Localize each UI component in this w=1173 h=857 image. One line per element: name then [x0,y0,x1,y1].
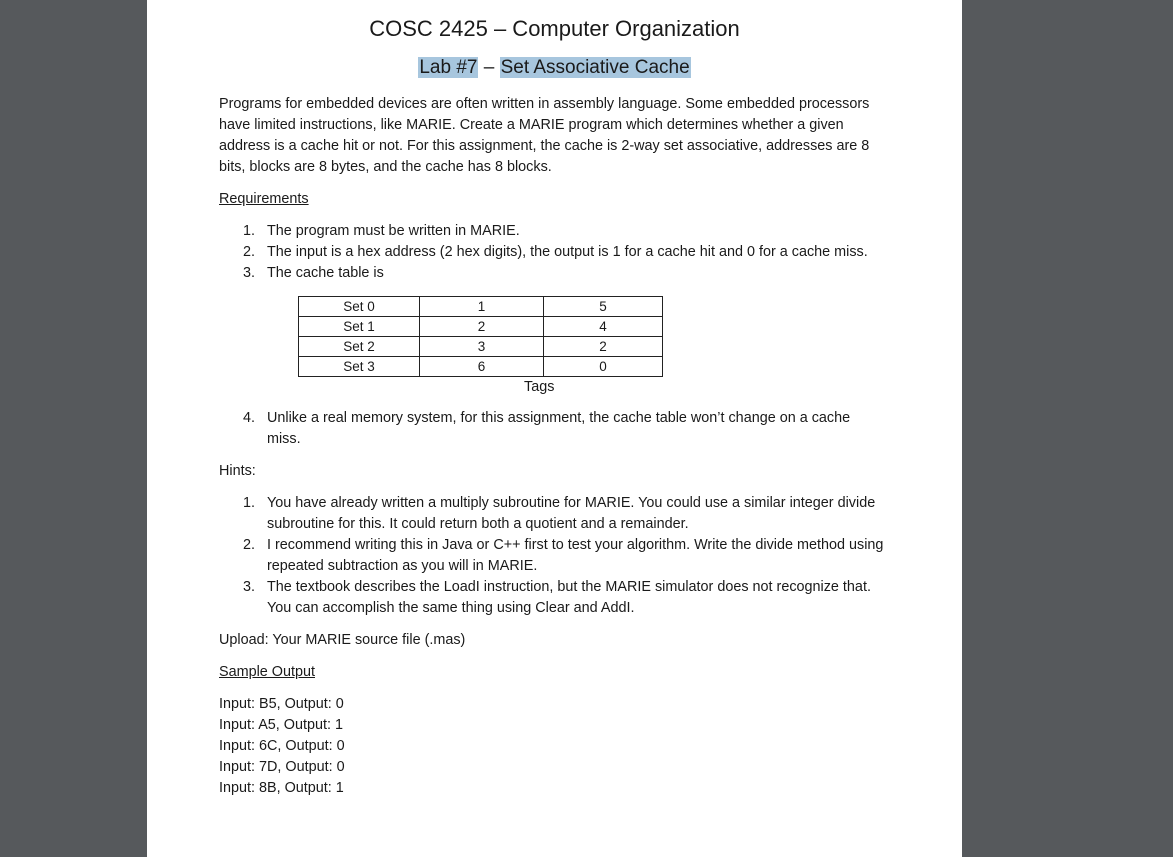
subtitle-separator: – [478,57,500,78]
document-subtitle [147,56,962,80]
list-text: The input is a hex address (2 hex digits), the output is 1 for a cache hit and 0 for a cache miss. [267,244,868,260]
list-item [219,221,909,242]
tag-cell: 1 [420,297,544,317]
list-number: 1. [243,495,256,511]
tag-cell: 2 [544,337,663,357]
table-row [299,357,663,377]
intro-paragraph: Programs for embedded devices are often written in assembly language. Some embedded processors have limited instructions, like MARIE. Create a MARIE program which determines whether a given address is a cache hit or not. For this assignment, the cache is 2-way set associative, addresses are 8 bits, blocks are 8 bytes, and the cache has 8 blocks. [219,96,870,175]
tag-cell: 2 [420,317,544,337]
list-text: I recommend writing this in Java or C++ first to test your algorithm. Write the divide method using repeated subtraction as you will in MARIE. [267,537,884,574]
sample-line: Input: 6C, Output: 0 [219,738,345,754]
list-item [219,535,891,577]
table-row [299,297,663,317]
table-row [299,317,663,337]
requirements-heading: Requirements [219,191,309,207]
list-number: 4. [243,410,256,426]
hints-list [219,493,891,619]
sample-output-list [219,694,345,799]
list-text: The textbook describes the LoadI instruction, but the MARIE simulator does not recognize that. You can accomplish the same thing using Clear and AddI. [267,579,871,616]
list-item [219,242,909,263]
requirements-list [219,221,909,284]
list-number: 2. [243,244,256,260]
tag-cell: 6 [420,357,544,377]
subtitle-topic[interactable]: Set Associative Cache [500,57,690,78]
set-label: Set 0 [299,297,420,317]
tag-cell: 4 [544,317,663,337]
tag-cell: 5 [544,297,663,317]
set-label: Set 2 [299,337,420,357]
hints-heading: Hints: [219,463,256,479]
list-number: 1. [243,223,256,239]
sample-line: Input: 8B, Output: 1 [219,780,344,796]
tag-cell: 3 [420,337,544,357]
table-caption: Tags [524,379,555,395]
table-row [299,337,663,357]
sample-line: Input: B5, Output: 0 [219,696,344,712]
requirements-list-continued [219,408,869,450]
sample-line: Input: A5, Output: 1 [219,717,344,733]
upload-instruction: Upload: Your MARIE source file (.mas) [219,632,466,648]
set-label: Set 1 [299,317,420,337]
set-label: Set 3 [299,357,420,377]
tag-cell: 0 [544,357,663,377]
list-item [219,408,869,450]
document-title: COSC 2425 – Computer Organization [369,16,740,41]
list-item [219,577,891,619]
list-item [219,263,909,284]
cache-table [298,296,663,377]
list-item [219,493,891,535]
list-text: You have already written a multiply subroutine for MARIE. You could use a similar integer divide subroutine for this. It could return both a quotient and a remainder. [267,495,876,532]
sample-output-heading: Sample Output [219,664,315,680]
list-text: The cache table is [267,265,384,281]
list-text: Unlike a real memory system, for this assignment, the cache table won’t change on a cache miss. [267,410,851,447]
sample-line: Input: 7D, Output: 0 [219,759,345,775]
list-number: 3. [243,265,256,281]
list-number: 3. [243,579,256,595]
list-number: 2. [243,537,256,553]
document-page [147,0,962,857]
subtitle-lab-number[interactable]: Lab #7 [419,57,478,78]
list-text: The program must be written in MARIE. [267,223,520,239]
